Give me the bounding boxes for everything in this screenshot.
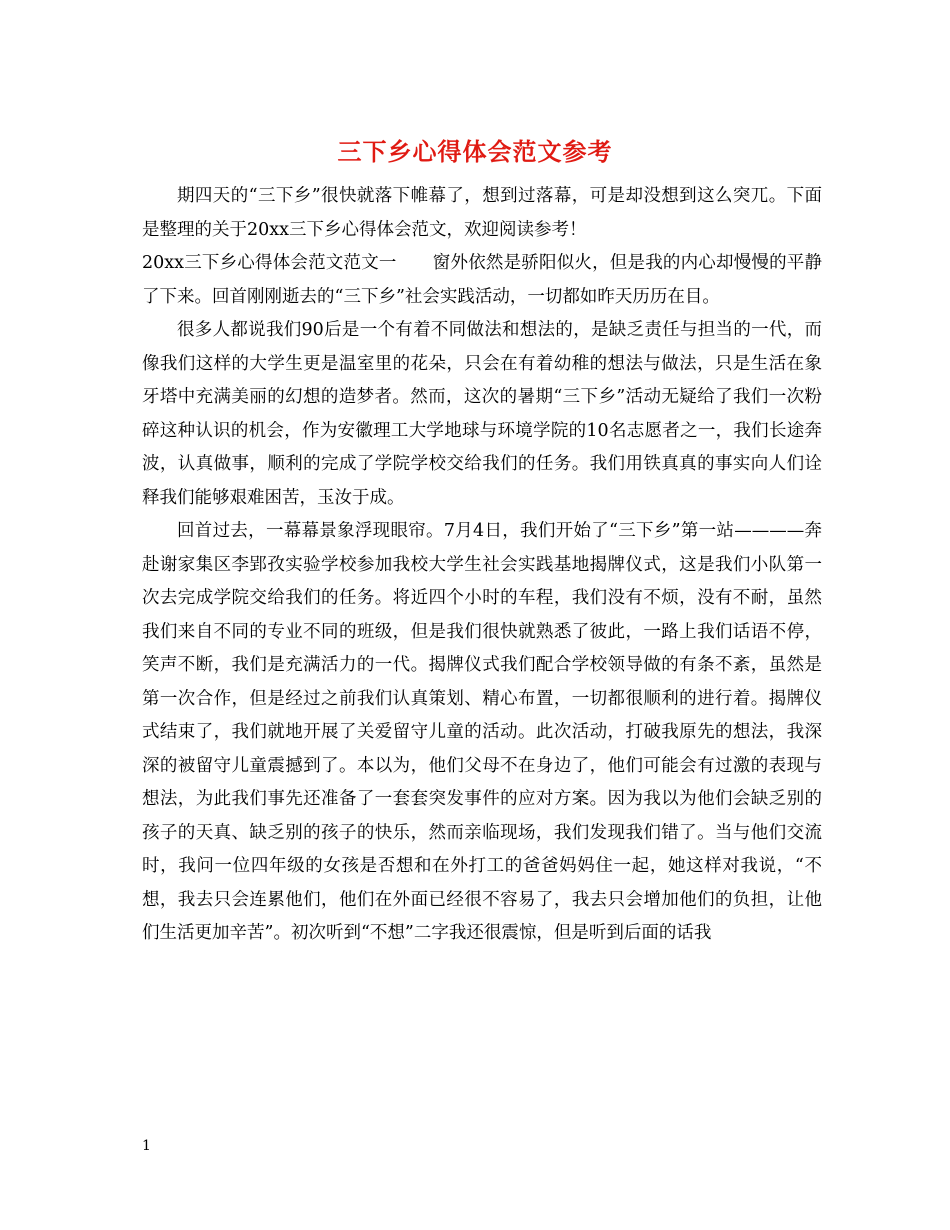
section-paragraph [142, 247, 822, 314]
intro-paragraph: 期四天的“三下乡”很快就落下帷幕了，想到过落幕，可是却没想到这么突兀。下面是整理的关于20xx三下乡心得体会范文，欢迎阅读参考！ [142, 186, 822, 240]
paragraph-2: 很多人都说我们90后是一个有着不同做法和想法的，是缺乏责任与担当的一代，而像我们这样的大学生更是温室里的花朵，只会在有着幼稚的想法与做法，只是生活在象牙塔中充满美丽的幻想的造梦者。然而，这次的暑期“三下乡”活动无疑给了我们一次粉碎这种认识的机会，作为安徽理工大学地球与环境学院的10名志愿者之一，我们长途奔波，认真做事，顺利的完成了学院学校交给我们的任务。我们用铁真真的事实向人们诠释我们能够艰难困苦，玉汝于成。 [142, 320, 822, 508]
paragraph-3: 回首过去，一幕幕景象浮现眼帘。7月4日，我们开始了“三下乡”第一站————奔赴谢家集区李郢孜实验学校参加我校大学生社会实践基地揭牌仪式，这是我们小队第一次去完成学院交给我们的任务。将近四个小时的车程，我们没有不烦，没有不耐，虽然我们来自不同的专业不同的班级，但是我们很快就熟悉了彼此，一路上我们话语不停，笑声不断，我们是充满活力的一代。揭牌仪式我们配合学校领导做的有条不紊，虽然是第一次合作，但是经过之前我们认真策划、精心布置，一切都很顺利的进行着。揭牌仪式结束了，我们就地开展了关爱留守儿童的活动。此次活动，打破我原先的想法，我深深的被留守儿童震撼到了。本以为，他们父母不在身边了，他们可能会有过激的表现与想法，为此我们事先还准备了一套套突发事件的应对方案。因为我以为他们会缺乏别的孩子的天真、缺乏别的孩子的快乐，然而亲临现场，我们发现我们错了。当与他们交流时，我问一位四年级的女孩是否想和在外打工的爸爸妈妈住一起，她这样对我说，“不想，我去只会连累他们，他们在外面已经很不容易了，我去只会增加他们的负担，让他们生活更加辛苦”。初次听到“不想”二字我还很震惊，但是听到后面的话我 [142, 521, 822, 943]
section-heading: 20xx三下乡心得体会范文范文一 [142, 253, 397, 273]
page-number: 1 [142, 1138, 151, 1154]
paragraph-1: 窗外依然是骄阳似火，但是我的内心却慢慢的平静了下来。回首刚刚逝去的“三下乡”社会实践活动，一切都如昨天历历在目。 [142, 253, 822, 307]
document-title: 三下乡心得体会范文参考 [337, 137, 613, 166]
document-body [142, 180, 822, 951]
